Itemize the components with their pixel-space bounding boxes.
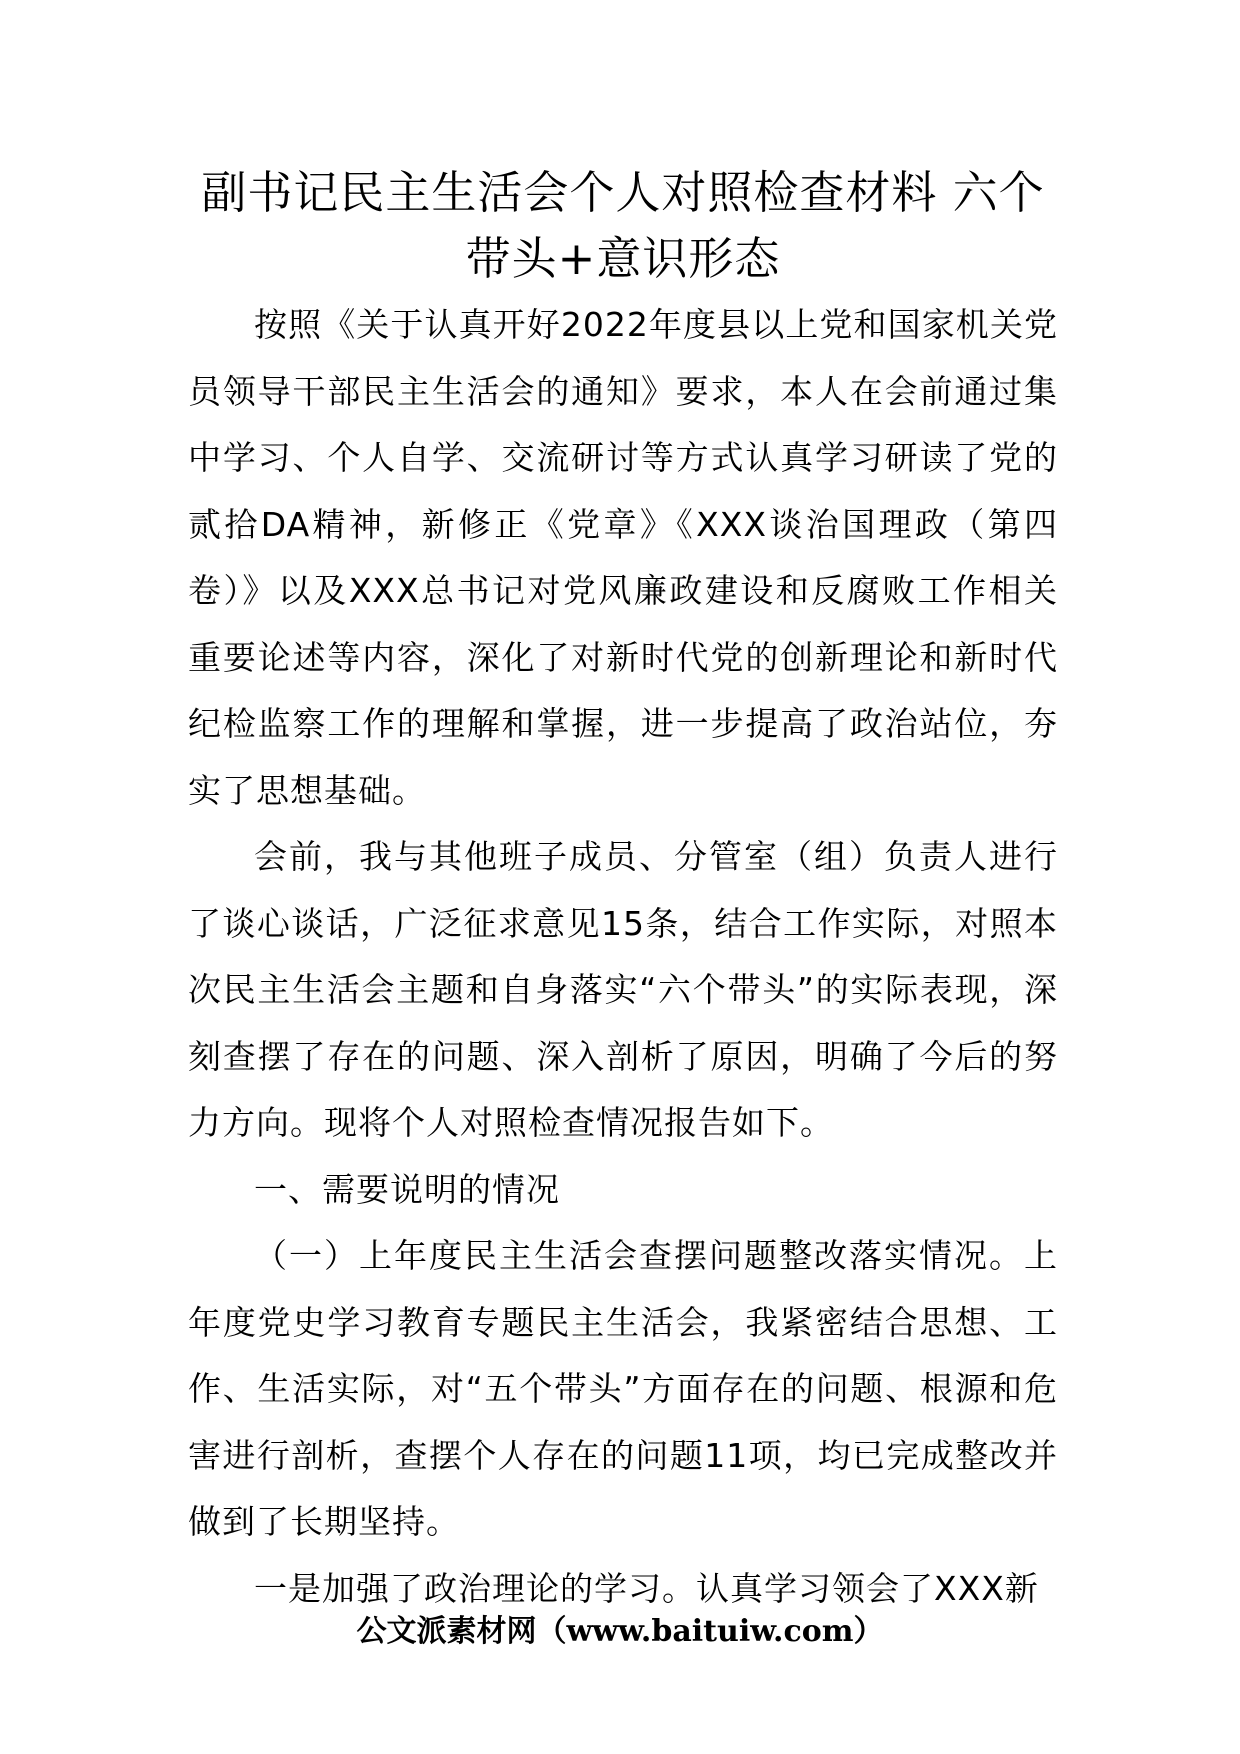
title-line-2: 带头+意识形态 [465, 232, 781, 285]
document-body [188, 292, 1058, 1622]
paragraph-rectification: （一）上年度民主生活会查摆问题整改落实情况。上年度党史学习教育专题民主生活会，我紧密结合思想、工作、生活实际，对“五个带头”方面存在的问题、根源和危害进行剖析，查摆个人存在的问题11项，均已完成整改并做到了长期坚持。 [188, 1236, 1058, 1541]
section-heading: 一、需要说明的情况 [254, 1169, 560, 1209]
document-page [188, 160, 1058, 1622]
paragraph-intro: 按照《关于认真开好2022年度县以上党和国家机关党员领导干部民主生活会的通知》要求，本人在会前通过集中学习、个人自学、交流研讨等方式认真学习研读了党的贰拾DA精神，新修正《党章》《XXX谈治国理政（第四卷）》以及XXX总书记对党风廉政建设和反腐败工作相关重要论述等内容，深化了对新时代党的创新理论和新时代纪检监察工作的理解和掌握，进一步提高了政治站位，夯实了思想基础。 [188, 305, 1058, 810]
title-line-1: 副书记民主生活会个人对照检查材料 六个 [201, 166, 1045, 219]
document-title [188, 160, 1058, 292]
watermark-footer: 公文派素材网（www.baituiw.com） [356, 1614, 884, 1649]
paragraph-point-one: 一是加强了政治理论的学习。认真学习领会了XXX新 [254, 1568, 1039, 1608]
paragraph-pre-meeting: 会前，我与其他班子成员、分管室（组）负责人进行了谈心谈话，广泛征求意见15条，结合工作实际，对照本次民主生活会主题和自身落实“六个带头”的实际表现，深刻查摆了存在的问题、深入剖析了原因，明确了今后的努力方向。现将个人对照检查情况报告如下。 [188, 837, 1058, 1142]
